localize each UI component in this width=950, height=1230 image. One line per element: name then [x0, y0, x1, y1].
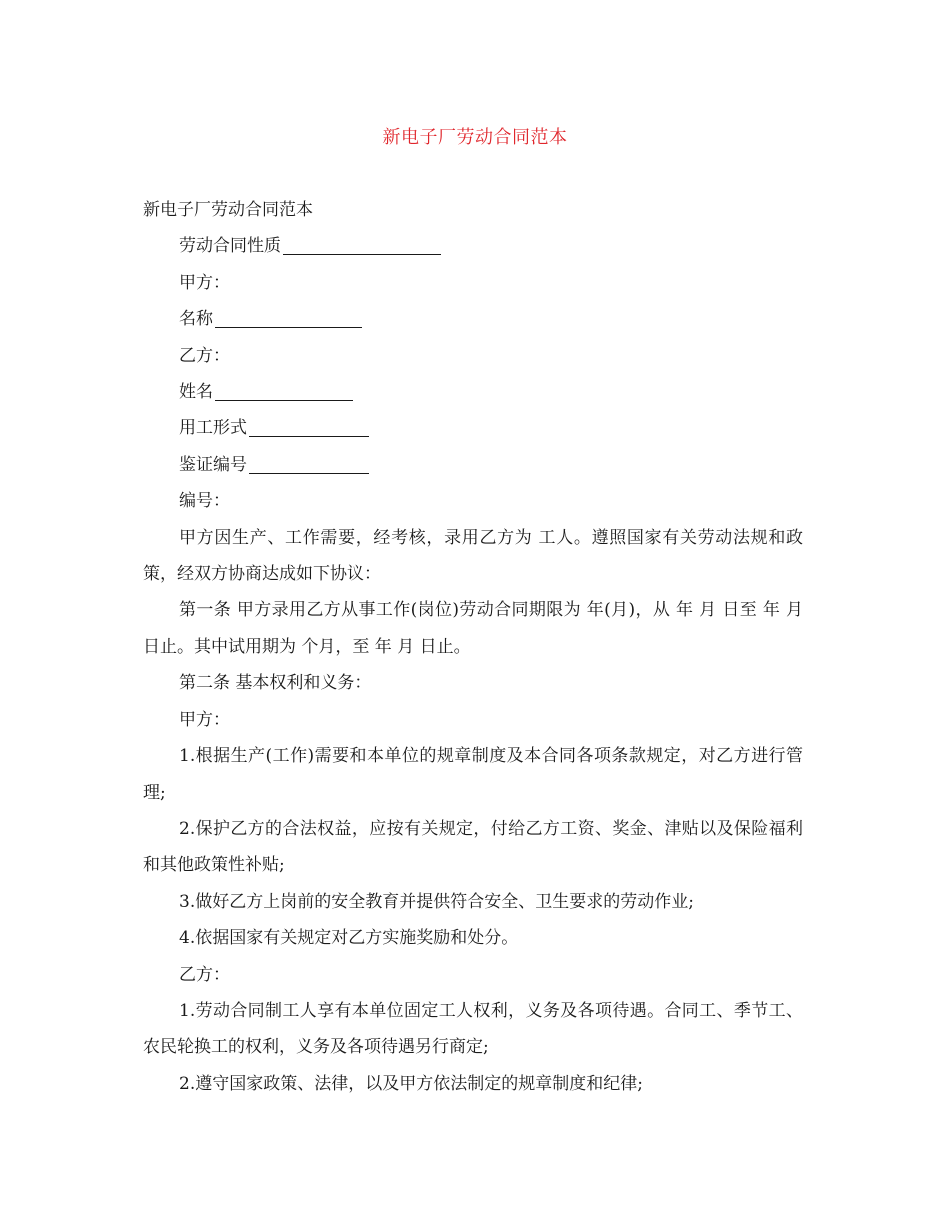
- blank-line: [215, 309, 362, 328]
- field-label: 用工形式: [179, 418, 247, 439]
- field-label: 名称: [179, 309, 213, 330]
- blank-line: [249, 455, 369, 474]
- field-person-name: [143, 374, 803, 410]
- field-name: [143, 301, 803, 337]
- party-a-item-1: 1.根据生产(工作)需要和本单位的规章制度及本合同各项条款规定，对乙方进行管理;: [143, 746, 803, 803]
- party-a-item-2: 2.保护乙方的合法权益，应按有关规定，付给乙方工资、奖金、津贴以及保险福利和其他政策性补贴;: [143, 818, 803, 876]
- party-a-item-4: 4.依据国家有关规定对乙方实施奖励和处分。: [179, 928, 519, 949]
- blank-line: [283, 236, 441, 255]
- party-b-label: 乙方：: [179, 964, 230, 985]
- field-party-b: 乙方：: [179, 345, 230, 366]
- field-label: 鉴证编号: [179, 454, 247, 475]
- document-title: 新电子厂劳动合同范本: [382, 127, 568, 148]
- document-body: [143, 192, 803, 1102]
- field-number: 编号：: [179, 491, 230, 512]
- party-b-item-1: 1.劳动合同制工人享有本单位固定工人权利，义务及各项待遇。合同工、季节工、农民轮换工的权利，义务及各项待遇另行商定;: [143, 1000, 803, 1058]
- document-heading: 新电子厂劳动合同范本: [143, 200, 313, 220]
- field-certification-no: [143, 447, 803, 483]
- paragraph-intro: 甲方因生产、工作需要，经考核，录用乙方为 工人。遵照国家有关劳动法规和政策，经双方协商达成如下协议：: [143, 527, 803, 585]
- party-b-item-2: 2.遵守国家政策、法律，以及甲方依法制定的规章制度和纪律;: [179, 1073, 643, 1094]
- party-a-item-3: 3.做好乙方上岗前的安全教育并提供符合安全、卫生要求的劳动作业;: [179, 891, 694, 912]
- paragraph-article-2: 第二条 基本权利和义务：: [179, 673, 372, 694]
- field-employment-form: [143, 410, 803, 446]
- field-party-a: 甲方：: [179, 272, 230, 293]
- field-contract-nature: [143, 228, 803, 264]
- party-a-label: 甲方：: [179, 709, 230, 730]
- blank-line: [249, 418, 369, 437]
- field-label: 劳动合同性质: [179, 236, 281, 257]
- blank-line: [215, 382, 353, 401]
- paragraph-article-1: 第一条 甲方录用乙方从事工作(岗位)劳动合同期限为 年(月)，从 年 月 日至 年 月 日止。其中试用期为 个月，至 年 月 日止。: [143, 600, 803, 657]
- field-label: 姓名: [179, 382, 213, 403]
